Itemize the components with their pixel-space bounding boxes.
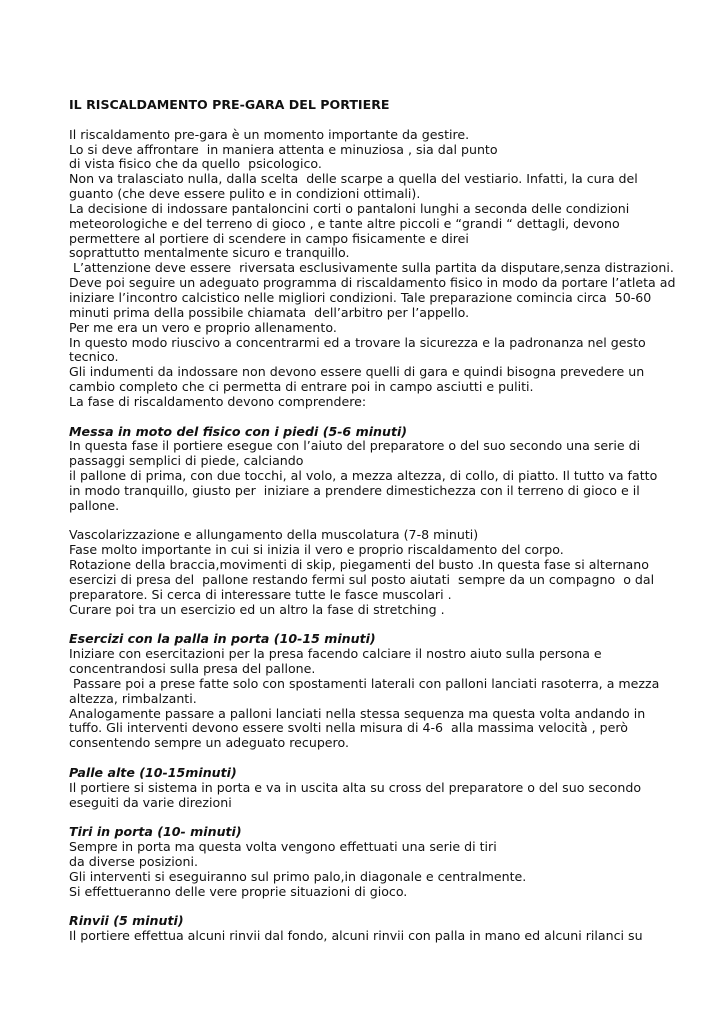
section-line: eseguiti da varie direzioni xyxy=(69,794,232,810)
section-line: Iniziare con esercitazioni per la presa facendo calciare il nostro aiuto sulla persona e xyxy=(69,646,602,662)
section xyxy=(69,425,709,514)
section-line: passaggi semplici di piede, calciando xyxy=(69,453,304,469)
intro-line: Lo si deve affrontare in maniera attenta e minuziosa , sia dal punto xyxy=(69,141,498,157)
intro-line: di vista fisico che da quello psicologico. xyxy=(69,156,322,172)
document-title: IL RISCALDAMENTO PRE-GARA DEL PORTIERE xyxy=(69,97,390,112)
section xyxy=(69,632,709,751)
intro-line: guanto (che deve essere pulito e in condizioni ottimali). xyxy=(69,186,421,202)
section-heading: Tiri in porta (10- minuti) xyxy=(69,824,242,840)
section-line: consentendo sempre un adeguato recupero. xyxy=(69,735,349,751)
intro-line: tecnico. xyxy=(69,349,119,365)
section-line: Si effettueranno delle vere proprie situazioni di gioco. xyxy=(69,883,408,899)
section-line: concentrandosi sulla presa del pallone. xyxy=(69,661,316,677)
section xyxy=(69,766,709,811)
intro-paragraph xyxy=(69,128,709,410)
intro-line: minuti prima della possibile chiamata dell’arbitro per l’appello. xyxy=(69,304,470,320)
intro-line: In questo modo riuscivo a concentrarmi ed a trovare la sicurezza e la padronanza nel gesto xyxy=(69,334,646,350)
intro-line: permettere al portiere di scendere in campo fisicamente e direi xyxy=(69,230,469,246)
intro-line: Per me era un vero e proprio allenamento. xyxy=(69,319,337,335)
section-line: In questa fase il portiere esegue con l’aiuto del preparatore o del suo secondo una serie di xyxy=(69,438,641,454)
intro-line: Il riscaldamento pre-gara è un momento importante da gestire. xyxy=(69,126,470,142)
section-line: Passare poi a prese fatte solo con spostamenti laterali con palloni lanciati rasoterra, a mezza xyxy=(69,675,660,691)
intro-line: Non va tralasciato nulla, dalla scelta delle scarpe a quella del vestiario. Infatti, la cura del xyxy=(69,171,638,187)
intro-line: meteorologiche e del terreno di gioco , e tante altre piccoli e “grandi “ dettagli, devono xyxy=(69,215,620,231)
section-line: Analogamente passare a palloni lanciati nella stessa sequenza ma questa volta andando in xyxy=(69,705,646,721)
intro-line: La fase di riscaldamento devono comprendere: xyxy=(69,393,367,409)
intro-line: Deve poi seguire un adeguato programma di riscaldamento fisico in modo da portare l’atleta ad xyxy=(69,275,676,291)
section-heading: Esercizi con la palla in porta (10-15 minuti) xyxy=(69,631,376,647)
section-line: Gli interventi si eseguiranno sul primo palo,in diagonale e centralmente. xyxy=(69,868,527,884)
section-heading: Rinvii (5 minuti) xyxy=(69,913,184,929)
section-line: Vascolarizzazione e allungamento della muscolatura (7-8 minuti) xyxy=(69,527,479,543)
intro-line: cambio completo che ci permetta di entrare poi in campo asciutti e puliti. xyxy=(69,379,534,395)
section-line: il pallone di prima, con due tocchi, al volo, a mezza altezza, di collo, di piatto. Il tutto va fatto xyxy=(69,468,658,484)
section-line: da diverse posizioni. xyxy=(69,854,198,870)
section xyxy=(69,825,709,899)
section-line: altezza, rimbalzanti. xyxy=(69,690,197,706)
section-line: Il portiere effettua alcuni rinvii dal fondo, alcuni rinvii con palla in mano ed alcuni rilanci su xyxy=(69,928,643,944)
section-line: Sempre in porta ma questa volta vengono effettuati una serie di tiri xyxy=(69,839,497,855)
section-line: Il portiere si sistema in porta e va in uscita alta su cross del preparatore o del suo secondo xyxy=(69,779,642,795)
section-line: preparatore. Si cerca di interessare tutte le fasce muscolari . xyxy=(69,586,452,602)
intro-line: La decisione di indossare pantaloncini corti o pantaloni lunghi a seconda delle condizioni xyxy=(69,200,630,216)
intro-line: Gli indumenti da indossare non devono essere quelli di gara e quindi bisogna prevedere un xyxy=(69,364,645,380)
document-page xyxy=(69,98,709,944)
intro-line: L’attenzione deve essere riversata esclusivamente sulla partita da disputare,senza distrazioni. xyxy=(69,260,674,276)
section-line: in modo tranquillo, giusto per iniziare a prendere dimestichezza con il terreno di gioco e il xyxy=(69,482,640,498)
section xyxy=(69,914,709,944)
intro-line: soprattutto mentalmente sicuro e tranquillo. xyxy=(69,245,350,261)
section-line: Curare poi tra un esercizio ed un altro la fase di stretching . xyxy=(69,601,445,617)
section xyxy=(69,528,709,617)
section-line: pallone. xyxy=(69,497,120,513)
section-line: tuffo. Gli interventi devono essere svolti nella misura di 4-6 alla massima velocità , però xyxy=(69,720,628,736)
section-line: Fase molto importante in cui si inizia il vero e proprio riscaldamento del corpo. xyxy=(69,542,564,558)
intro-line: iniziare l’incontro calcistico nelle migliori condizioni. Tale preparazione comincia circa 50-60 xyxy=(69,289,652,305)
section-heading: Palle alte (10-15minuti) xyxy=(69,764,237,780)
section-line: esercizi di presa del pallone restando fermi sul posto aiutati sempre da un compagno o dal xyxy=(69,572,655,587)
section-heading: Messa in moto del fisico con i piedi (5-6 minuti) xyxy=(69,423,408,439)
sections-container xyxy=(69,425,709,945)
section-line: Rotazione della braccia,movimenti di skip, piegamenti del busto .In questa fase si alternano xyxy=(69,557,649,573)
